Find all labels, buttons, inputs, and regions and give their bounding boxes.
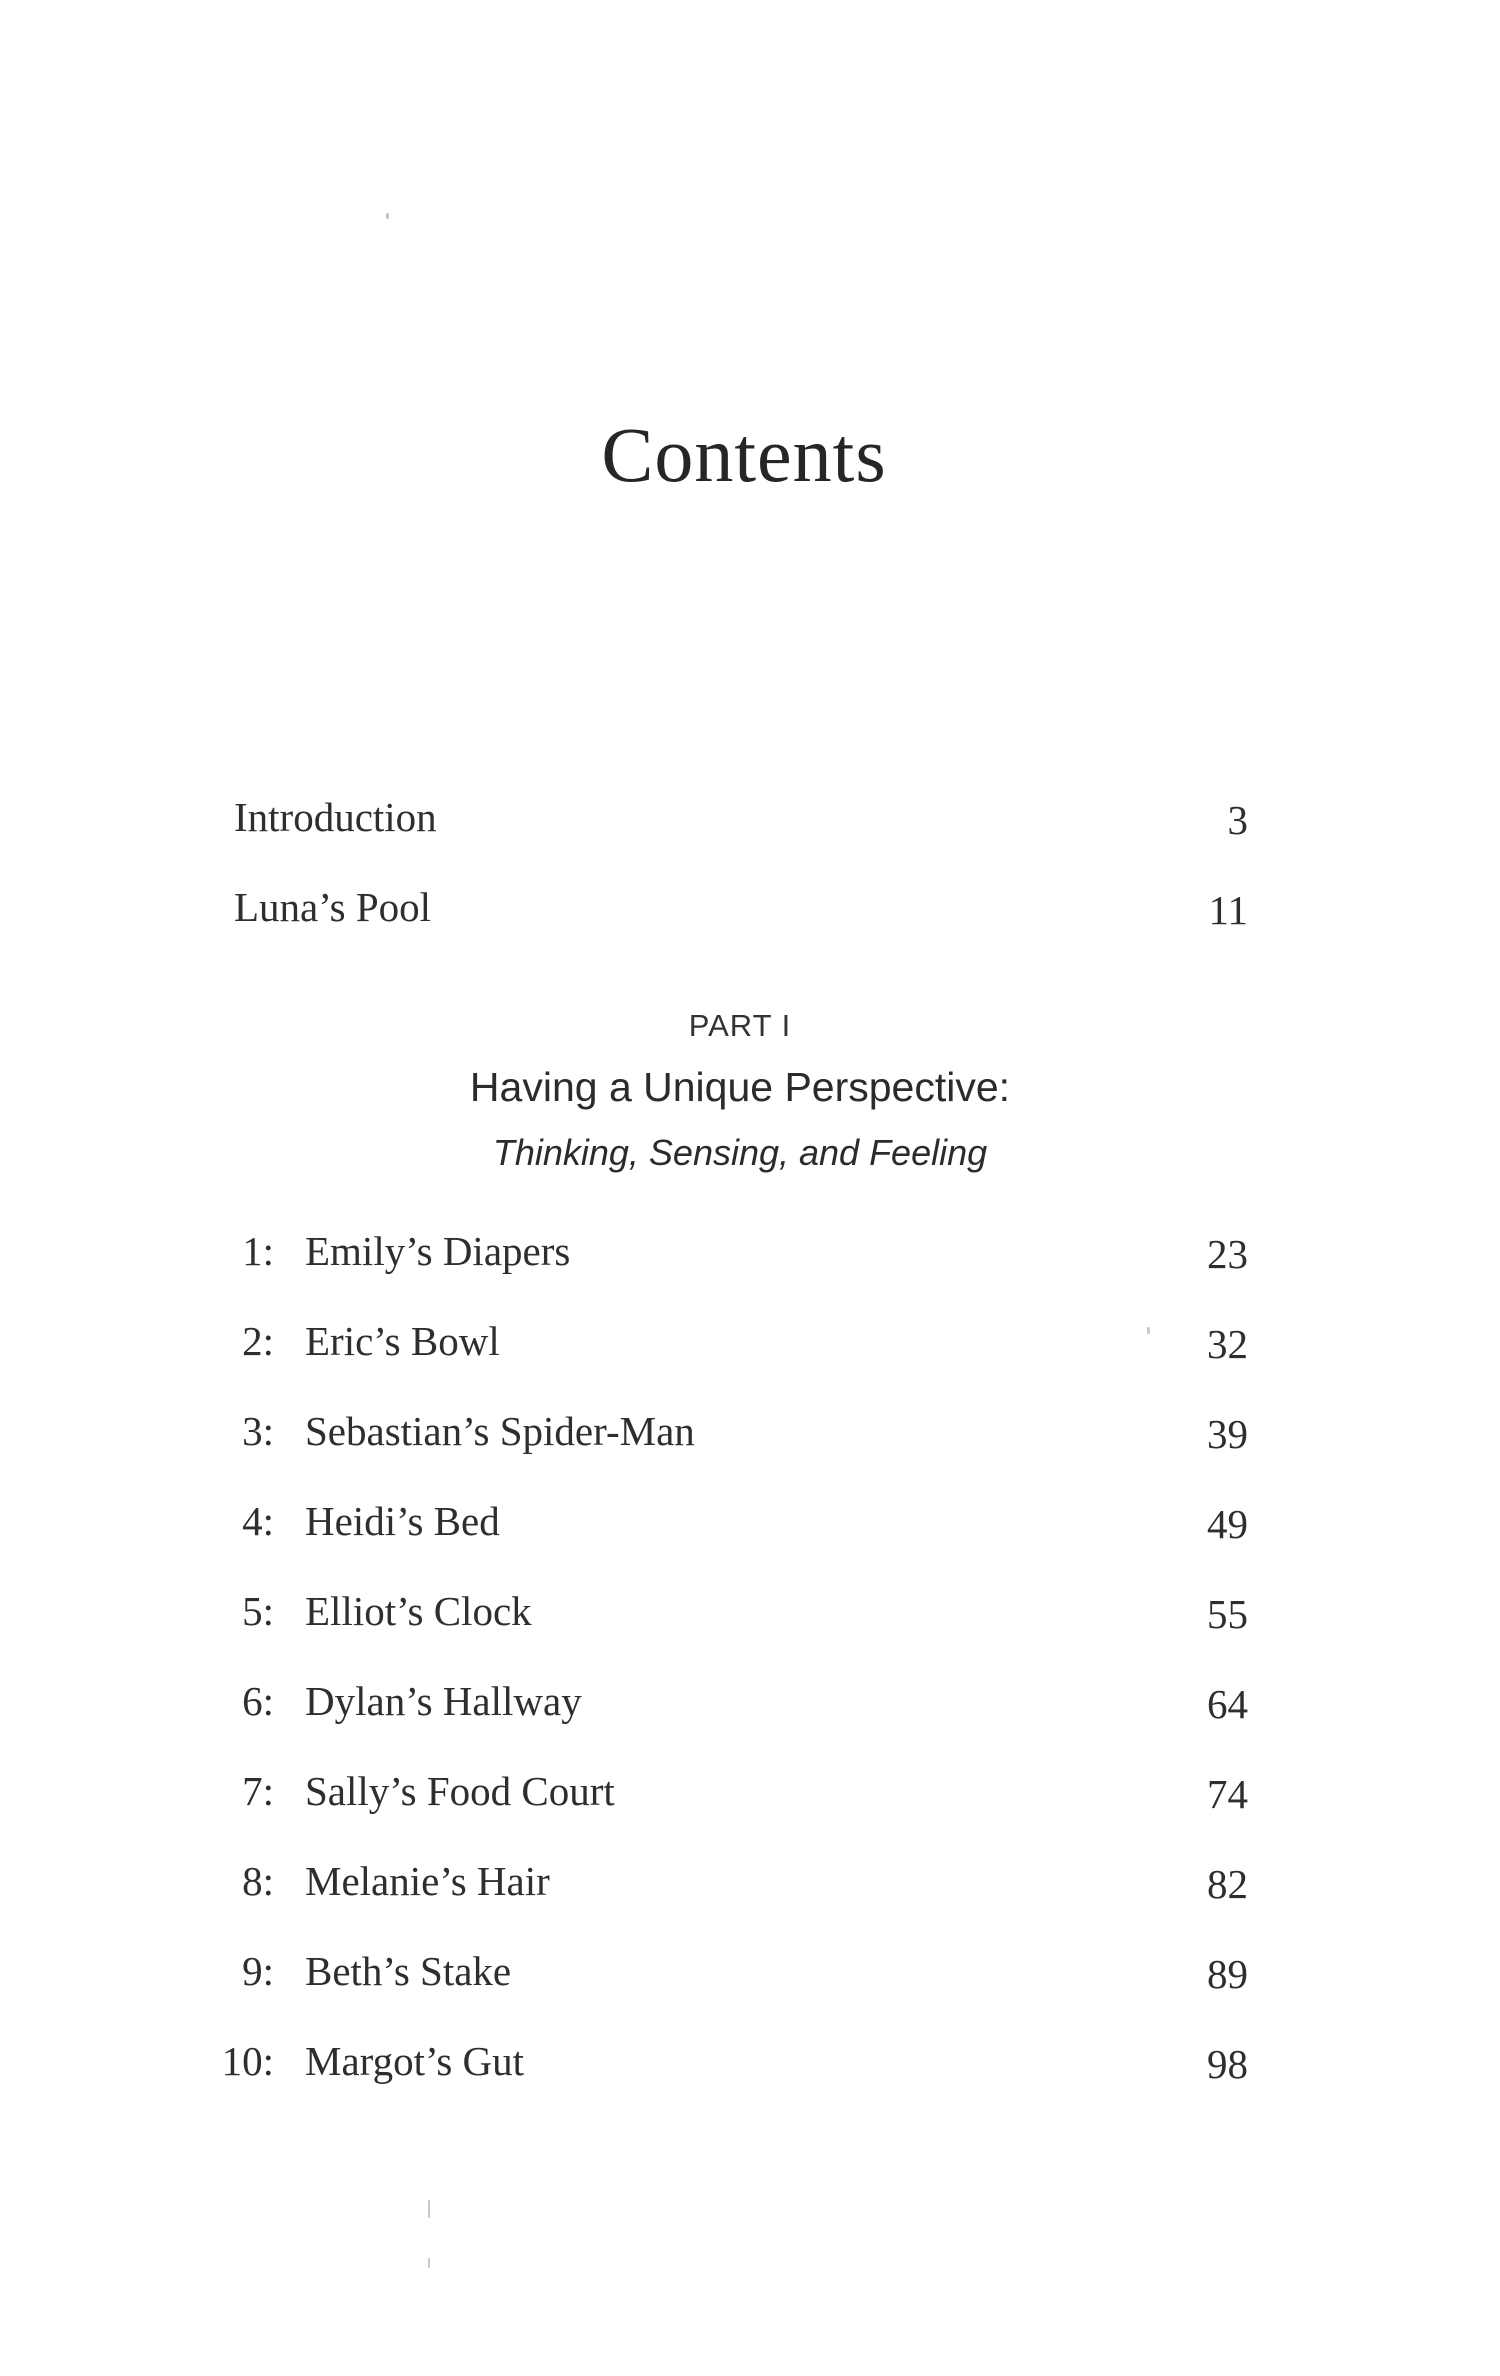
toc-entry-title: Luna’s Pool [234, 884, 432, 930]
chapter-number: 4: [242, 1498, 274, 1544]
chapter-title: Beth’s Stake [305, 1948, 512, 1994]
chapter-page: 55 [1207, 1591, 1248, 1637]
chapter-page: 64 [1207, 1681, 1248, 1727]
chapter-title: Elliot’s Clock [305, 1588, 532, 1634]
chapter-title: Dylan’s Hallway [305, 1678, 582, 1724]
part-subtitle: Thinking, Sensing, and Feeling [492, 1132, 988, 1173]
toc-entry-chapter-4[interactable] [0, 1497, 1500, 1557]
scan-speck [386, 213, 389, 219]
chapter-page: 49 [1207, 1501, 1248, 1547]
chapter-number: 6: [242, 1678, 274, 1724]
scan-speck [1147, 1327, 1150, 1334]
chapter-title: Melanie’s Hair [305, 1858, 550, 1904]
chapter-number: 5: [242, 1588, 274, 1634]
toc-entry-chapter-9[interactable] [0, 1947, 1500, 2007]
toc-entry-chapter-8[interactable] [0, 1857, 1500, 1917]
toc-entry-page: 11 [1208, 887, 1248, 933]
chapter-number: 9: [242, 1948, 274, 1994]
chapter-number: 3: [242, 1408, 274, 1454]
toc-entry-introduction[interactable] [0, 793, 1500, 853]
toc-entry-lunas-pool[interactable] [0, 883, 1500, 943]
chapter-number: 8: [242, 1858, 274, 1904]
chapter-page: 32 [1207, 1321, 1248, 1367]
toc-entry-chapter-6[interactable] [0, 1677, 1500, 1737]
chapter-number: 2: [242, 1318, 274, 1364]
chapter-page: 89 [1207, 1951, 1248, 1997]
chapter-page: 82 [1207, 1861, 1248, 1907]
page-title: Contents [601, 411, 887, 498]
chapter-title: Eric’s Bowl [305, 1318, 500, 1364]
part-title: Having a Unique Perspective: [469, 1064, 1011, 1110]
toc-entry-title: Introduction [234, 794, 437, 840]
chapter-page: 74 [1207, 1771, 1248, 1817]
chapter-number: 10: [221, 2038, 274, 2084]
chapter-title: Sebastian’s Spider-Man [305, 1408, 695, 1454]
chapter-title: Sally’s Food Court [305, 1768, 615, 1814]
toc-entry-chapter-3[interactable] [0, 1407, 1500, 1467]
chapter-number: 7: [242, 1768, 274, 1814]
toc-entry-chapter-5[interactable] [0, 1587, 1500, 1647]
chapter-title: Heidi’s Bed [305, 1498, 500, 1544]
chapter-number: 1: [242, 1228, 274, 1274]
toc-entry-chapter-7[interactable] [0, 1767, 1500, 1827]
chapter-page: 98 [1207, 2041, 1248, 2087]
chapter-title: Margot’s Gut [305, 2038, 525, 2084]
toc-entry-chapter-2[interactable] [0, 1317, 1500, 1377]
toc-entry-page: 3 [1227, 797, 1248, 843]
chapter-page: 23 [1207, 1231, 1248, 1277]
chapter-title: Emily’s Diapers [305, 1228, 571, 1274]
scan-speck [428, 2200, 430, 2218]
toc-entry-chapter-10[interactable] [0, 2037, 1500, 2097]
toc-entry-chapter-1[interactable] [0, 1227, 1500, 1287]
scan-speck [428, 2258, 430, 2268]
chapter-page: 39 [1207, 1411, 1248, 1457]
part-label: PART I [688, 1008, 792, 1043]
